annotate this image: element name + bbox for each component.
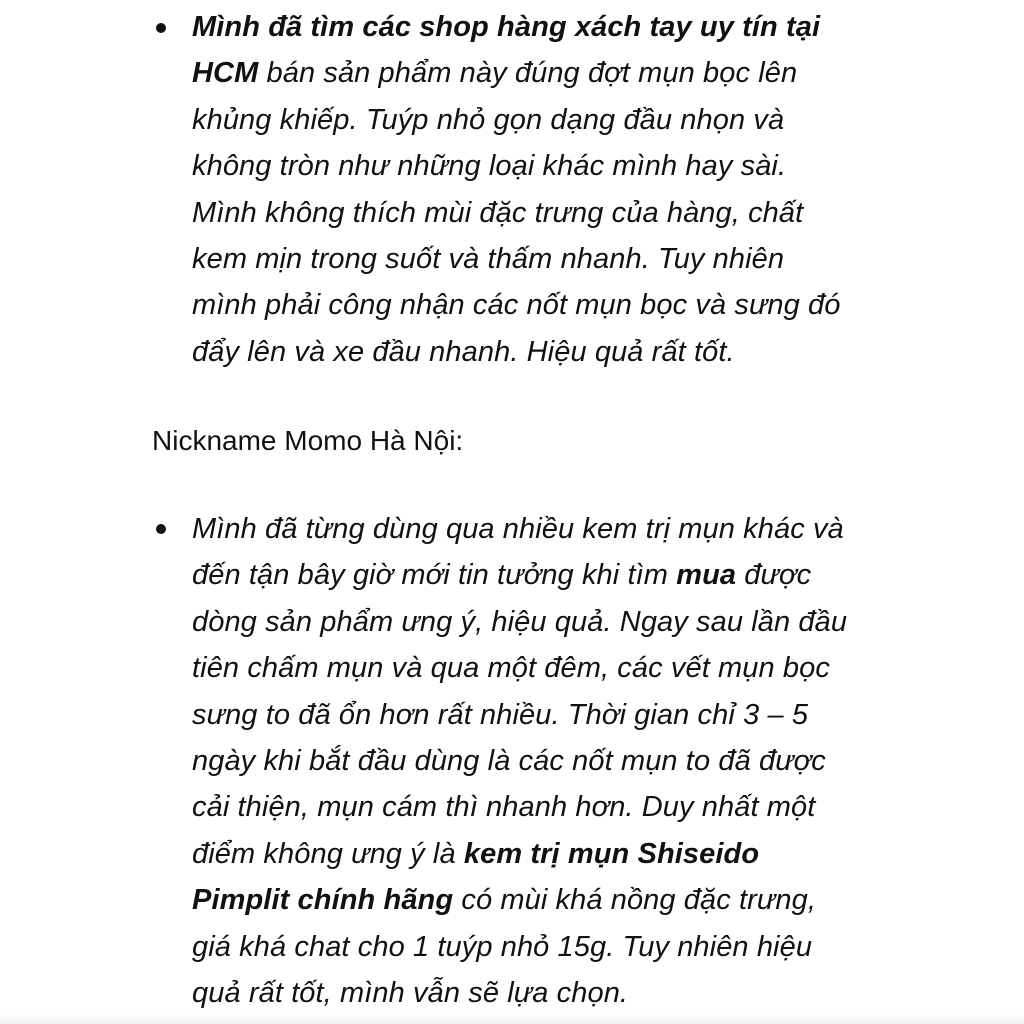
review-1-line-6: kem mịn trong suốt và thấm nhanh. Tuy nhiên <box>192 243 785 276</box>
review-2-line-1: Mình đã từng dùng qua nhiều kem trị mụn khác và <box>192 513 844 545</box>
review-2-line-11: quả rất tốt, mình vẫn sẽ lựa chọn. <box>192 977 629 1010</box>
nickname-label: Nickname Momo Hà Nội: <box>152 425 464 456</box>
review-2-text-8a: điểm không ưng ý là <box>192 837 464 870</box>
bottom-fade <box>0 1014 1024 1024</box>
review-2-line-6: ngày khi bắt đầu dùng là các nốt mụn to đã được <box>192 745 826 778</box>
review-2-bold-mua: mua <box>676 559 737 592</box>
review-1-line-2 <box>192 50 892 96</box>
review-2-line-4: tiên chấm mụn và qua một đêm, các vết mụn bọc <box>192 652 830 685</box>
review-1-line-5: Mình không thích mùi đặc trưng của hàng, chất <box>192 196 804 229</box>
review-1-bold-2: HCM <box>192 57 259 90</box>
review-1 <box>192 4 892 375</box>
review-2-text-2a: đến tận bây giờ mới tin tưởng khi tìm <box>192 559 677 592</box>
review-1-line-3: khủng khiếp. Tuýp nhỏ gọn dạng đầu nhọn và <box>192 103 785 136</box>
review-1-line-4: không tròn như những loại khác mình hay sài. <box>192 150 787 183</box>
review-1-bold-1: Mình đã tìm các shop hàng xách tay uy tín tại <box>192 11 821 43</box>
review-2-line-8 <box>192 831 892 877</box>
review-2-text-2c: được <box>736 559 812 592</box>
review-2-line-7: cải thiện, mụn cám thì nhanh hơn. Duy nhất một <box>192 791 816 824</box>
review-2-line-3: dòng sản phẩm ưng ý, hiệu quả. Ngay sau lần đầu <box>192 605 848 638</box>
review-2-line-9 <box>192 877 892 923</box>
review-2-line-2 <box>192 552 892 598</box>
bullet-icon <box>156 524 166 534</box>
review-2-bold-genuine: Pimplit chính hãng <box>192 884 454 917</box>
review-2-line-5: sưng to đã ổn hơn rất nhiều. Thời gian chỉ 3 – 5 <box>192 698 809 731</box>
review-1-text-2: bán sản phẩm này đúng đợt mụn bọc lên <box>258 57 798 90</box>
review-1-line-7: mình phải công nhận các nốt mụn bọc và sưng đó <box>192 289 841 322</box>
review-2-bold-product: kem trị mụn Shiseido <box>463 837 760 870</box>
review-2 <box>192 506 892 1016</box>
review-1-line-8: đẩy lên và xe đầu nhanh. Hiệu quả rất tốt. <box>192 335 735 368</box>
bullet-icon <box>156 23 166 33</box>
review-2-text-9b: có mùi khá nồng đặc trưng, <box>453 884 817 917</box>
review-1-line-1 <box>192 4 892 50</box>
review-2-line-10: giá khá chat cho 1 tuýp nhỏ 15g. Tuy nhiên hiệu <box>192 930 813 963</box>
